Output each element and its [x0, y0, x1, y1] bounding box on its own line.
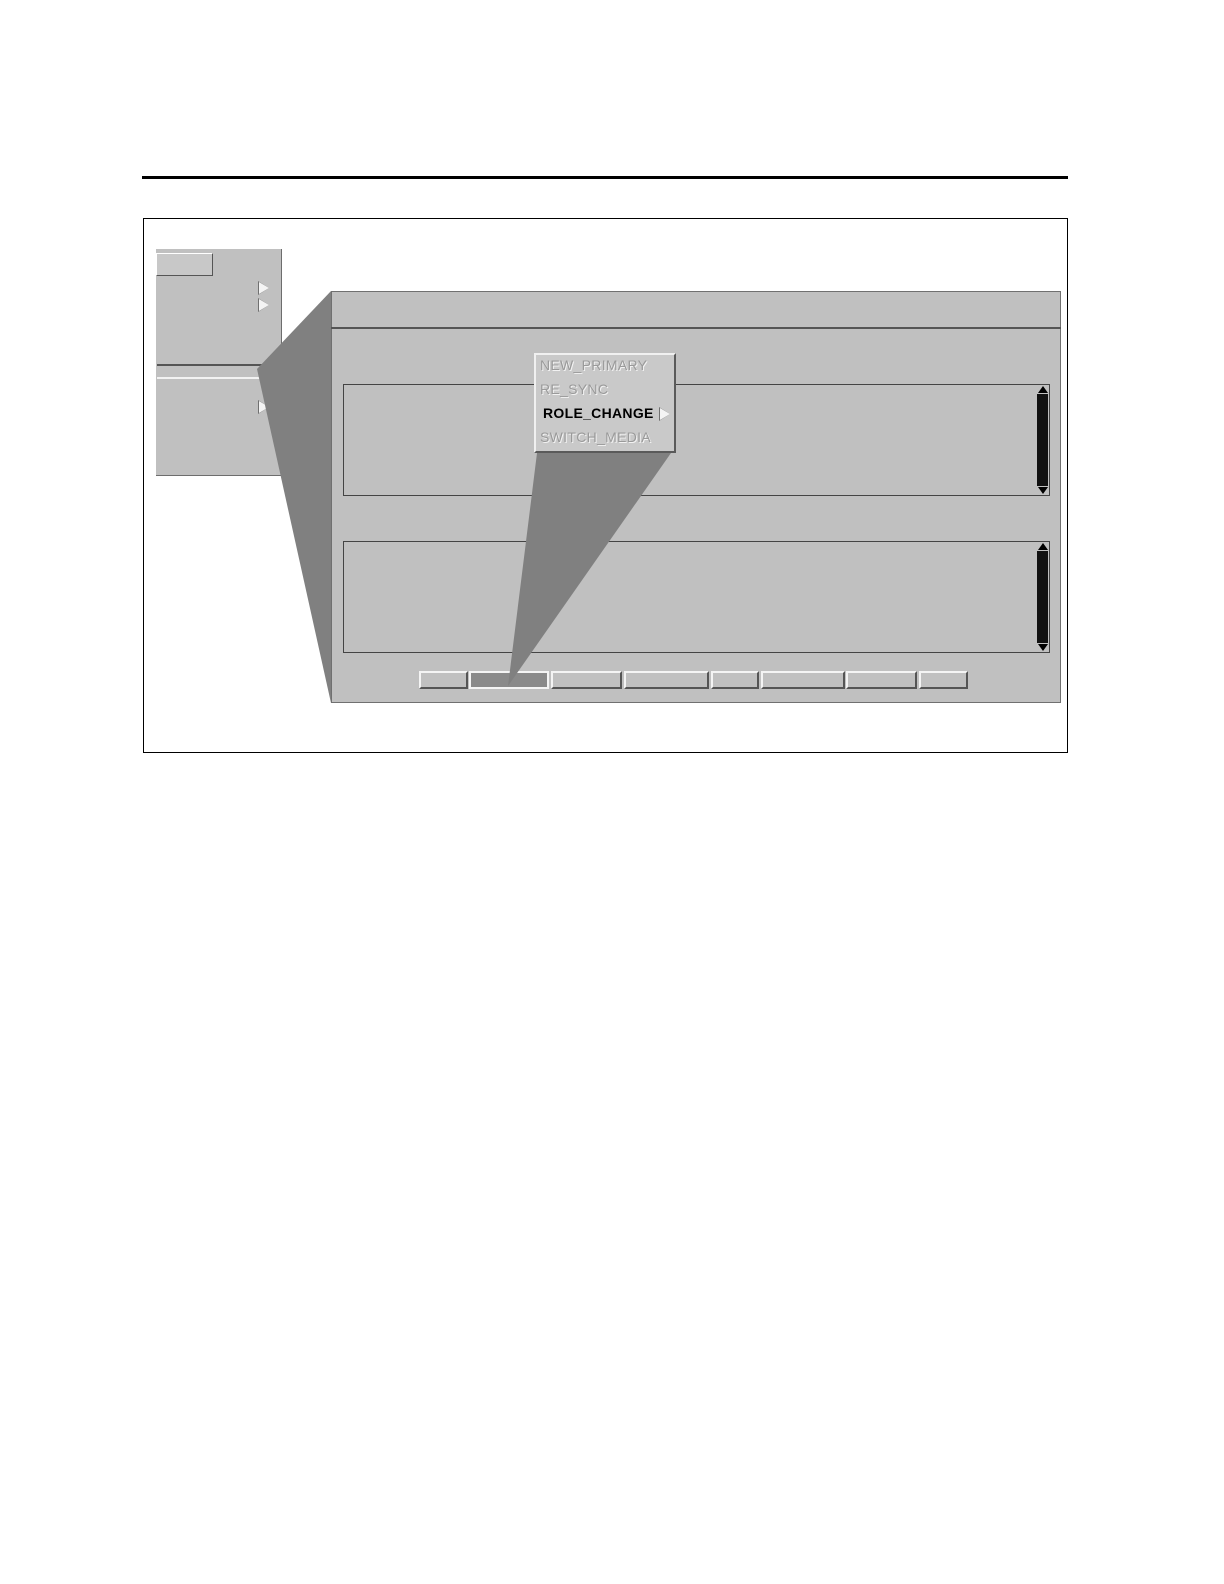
dialog-titlebar	[331, 291, 1061, 329]
top-list-pane[interactable]	[343, 384, 1050, 496]
menu-item-role-change[interactable]: ROLE_CHANGE	[543, 405, 654, 421]
menu-separator	[157, 364, 281, 379]
submenu-arrow-icon[interactable]	[259, 401, 269, 413]
toolbar-button-8[interactable]	[919, 671, 968, 689]
page-header-rule	[142, 176, 1068, 179]
menu-item-switch-media[interactable]: SWITCH_MEDIA	[540, 429, 651, 445]
scroll-down-icon[interactable]	[1038, 487, 1048, 494]
scroll-up-icon[interactable]	[1038, 543, 1048, 550]
bottom-list-scrollbar[interactable]	[1037, 551, 1048, 643]
scroll-up-icon[interactable]	[1038, 386, 1048, 393]
submenu-arrow-icon[interactable]	[259, 282, 269, 294]
submenu-arrow-icon[interactable]	[259, 299, 269, 311]
bottom-list-pane[interactable]	[343, 541, 1050, 653]
submenu-arrow-icon[interactable]	[660, 408, 670, 420]
menu-item-new-primary[interactable]: NEW_PRIMARY	[540, 357, 648, 373]
toolbar-button-2[interactable]	[469, 671, 549, 689]
scroll-down-icon[interactable]	[1038, 644, 1048, 651]
toolbar-button-3[interactable]	[551, 671, 622, 689]
toolbar-button-5[interactable]	[711, 671, 759, 689]
menu-item-re-sync[interactable]: RE_SYNC	[540, 381, 609, 397]
toolbar-button-1[interactable]	[419, 671, 468, 689]
toolbar-button-6[interactable]	[761, 671, 845, 689]
toolbar-button-4[interactable]	[624, 671, 709, 689]
toolbar-button-7[interactable]	[846, 671, 917, 689]
parent-menu-tab[interactable]	[156, 253, 213, 276]
top-list-scrollbar[interactable]	[1037, 394, 1048, 486]
